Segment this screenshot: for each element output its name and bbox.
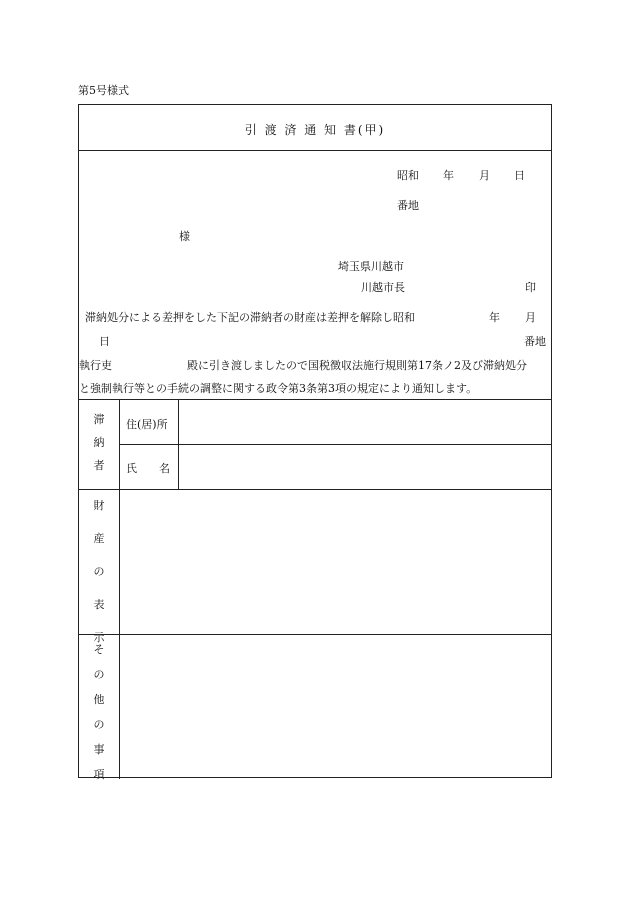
property-header-char: 産	[93, 532, 105, 545]
date-era: 昭和	[397, 169, 419, 182]
delinquent-header	[79, 411, 119, 473]
divider	[79, 489, 551, 490]
property-header-char: 示	[93, 631, 105, 644]
body-line-1-month: 月	[525, 311, 536, 324]
body-line-4: と強制執行等との手続の調整に関する政令第3条第3項の規定により通知します。	[79, 382, 478, 395]
body-line-1-year: 年	[489, 311, 500, 324]
property-header-char: の	[93, 565, 105, 578]
address-label: 番地	[397, 199, 419, 212]
body-line-2-day: 日	[99, 335, 110, 348]
property-header	[79, 497, 119, 645]
delinquent-address-label: 住(居)所	[126, 418, 168, 431]
notice-form	[78, 104, 552, 781]
property-header-char: 表	[93, 598, 105, 611]
date-month: 月	[479, 169, 490, 182]
body-line-3-officer: 執行吏	[79, 359, 112, 372]
form-title: 引 渡 済 通 知 書(甲)	[244, 123, 386, 137]
divider	[79, 399, 551, 400]
addressee-suffix: 様	[179, 230, 190, 243]
date-year: 年	[443, 169, 454, 182]
divider	[79, 150, 551, 151]
body-line-2-address: 番地	[524, 335, 546, 348]
other-header-char: の	[93, 718, 105, 731]
other-header-char: 他	[93, 693, 105, 706]
other-header-char: 事	[93, 743, 105, 756]
other-header	[79, 641, 119, 782]
delinquent-name-label: 氏 名	[126, 462, 170, 475]
delinquent-header-char: 滞	[93, 413, 105, 426]
divider	[119, 444, 551, 445]
delinquent-header-char: 納	[93, 436, 105, 449]
other-header-char: の	[93, 668, 105, 681]
other-header-char: 項	[93, 768, 105, 781]
body-line-1: 滞納処分による差押をした下記の滞納者の財産は差押を解除し昭和	[85, 311, 415, 324]
other-header-char: そ	[93, 643, 105, 656]
date-day: 日	[514, 169, 525, 182]
body-line-3: 殿に引き渡しましたので国税徴収法施行規則第17条ノ2及び滞納処分	[187, 359, 527, 372]
form-number: 第5号様式	[78, 84, 129, 97]
issuer-title: 川越市長	[361, 281, 405, 294]
property-header-char: 財	[93, 499, 105, 512]
issuer-city: 埼玉県川越市	[338, 260, 404, 273]
delinquent-header-char: 者	[93, 459, 105, 472]
divider	[79, 634, 551, 635]
seal-mark: 印	[525, 281, 536, 294]
